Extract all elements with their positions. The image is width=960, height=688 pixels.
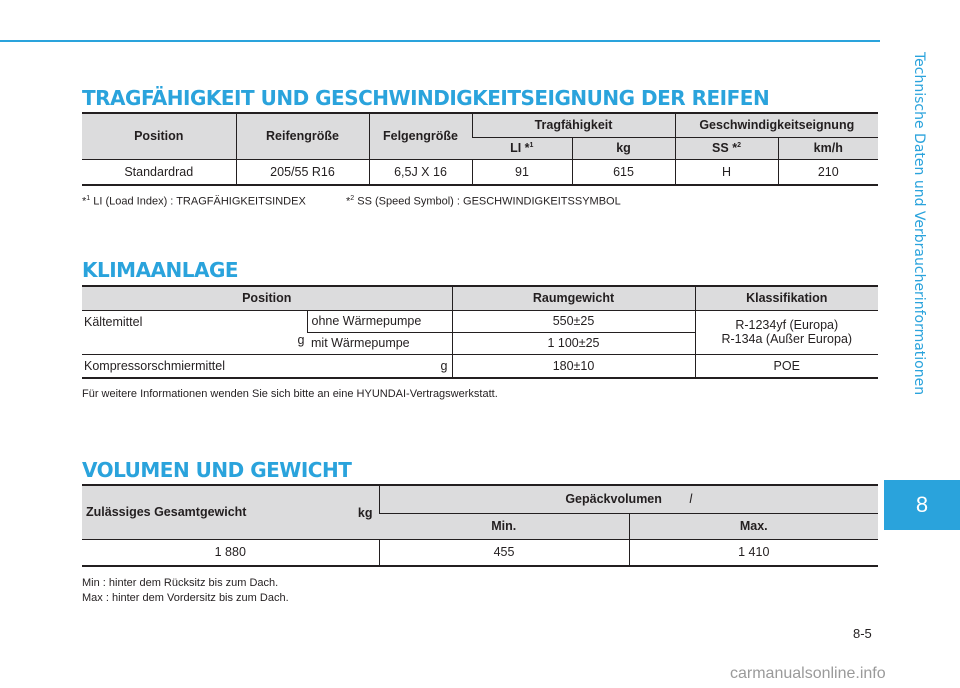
cell-li: 91 bbox=[472, 159, 572, 185]
th-ss: SS *$^2$ bbox=[675, 137, 778, 159]
cell-komp-klass: POE bbox=[695, 354, 878, 378]
th-raum: Raumgewicht bbox=[452, 286, 695, 310]
th-position: Position bbox=[82, 113, 236, 159]
top-rule bbox=[0, 40, 880, 42]
klima-note: Für weitere Informationen wenden Sie sich bitte an eine HYUNDAI-Vertragswerkstatt. bbox=[82, 388, 498, 400]
footnote-li: *$^1$ LI (Load Index) : TRAGFÄHIGKEITSINDEX bbox=[82, 195, 306, 208]
cell-kmh: 210 bbox=[778, 159, 878, 185]
cell-ohne: ohne Wärmepumpe bbox=[307, 310, 452, 332]
th-klima-position: Position bbox=[82, 286, 452, 310]
cell-kompressor: Kompressorschmiermittel g bbox=[82, 354, 452, 378]
note-min: Min : hinter dem Rücksitz bis zum Dach. bbox=[82, 577, 279, 589]
cell-felgen: 6,5J X 16 bbox=[369, 159, 472, 185]
chapter-tab: 8 bbox=[884, 480, 960, 530]
cell-min: 455 bbox=[379, 539, 629, 566]
table-row bbox=[82, 539, 878, 566]
th-trag: Tragfähigkeit bbox=[472, 113, 675, 137]
cell-kaelte: Kältemittel g bbox=[82, 310, 307, 354]
th-gepaeck: Gepäckvolumen l bbox=[379, 485, 878, 513]
cell-ohne-val: 550±25 bbox=[452, 310, 695, 332]
table-row bbox=[82, 159, 878, 185]
section-title-klima: KLIMAANLAGE bbox=[82, 258, 239, 282]
cell-reifen: 205/55 R16 bbox=[236, 159, 369, 185]
th-max: Max. bbox=[629, 513, 878, 539]
page-number: 8-5 bbox=[853, 626, 872, 641]
klima-table bbox=[82, 285, 878, 379]
section-title-volumen: VOLUMEN UND GEWICHT bbox=[82, 458, 352, 482]
cell-klass: R-1234yf (Europa) R-134a (Außer Europa) bbox=[695, 310, 878, 354]
cell-max: 1 410 bbox=[629, 539, 878, 566]
section-title-tires: TRAGFÄHIGKEIT UND GESCHWINDIGKEITSEIGNUNG DER REIFEN bbox=[82, 86, 770, 110]
tires-table bbox=[82, 112, 878, 186]
th-kmh: km/h bbox=[778, 137, 878, 159]
th-reifen: Reifengröße bbox=[236, 113, 369, 159]
th-gesamt: Zulässiges Gesamtgewicht kg bbox=[82, 485, 379, 539]
cell-position: Standardrad bbox=[82, 159, 236, 185]
th-klass: Klassifikation bbox=[695, 286, 878, 310]
note-max: Max : hinter dem Vordersitz bis zum Dach. bbox=[82, 592, 289, 604]
footnote-ss: *$^2$ SS (Speed Symbol) : GESCHWINDIGKEITSSYMBOL bbox=[346, 195, 621, 208]
cell-ss: H bbox=[675, 159, 778, 185]
watermark: carmanualsonline.info bbox=[730, 665, 886, 682]
th-min: Min. bbox=[379, 513, 629, 539]
th-felgen: Felgengröße bbox=[369, 113, 472, 159]
cell-mit: mit Wärmepumpe bbox=[307, 332, 452, 354]
side-chapter-title: Technische Daten und Verbraucherinformationen bbox=[911, 52, 927, 396]
volumen-table bbox=[82, 484, 878, 567]
cell-komp-val: 180±10 bbox=[452, 354, 695, 378]
cell-mit-val: 1 100±25 bbox=[452, 332, 695, 354]
th-kg: kg bbox=[572, 137, 675, 159]
th-geschw: Geschwindigkeitseignung bbox=[675, 113, 878, 137]
cell-kg: 615 bbox=[572, 159, 675, 185]
cell-gesamt: 1 880 bbox=[82, 539, 379, 566]
th-li: LI *$^1$ bbox=[472, 137, 572, 159]
